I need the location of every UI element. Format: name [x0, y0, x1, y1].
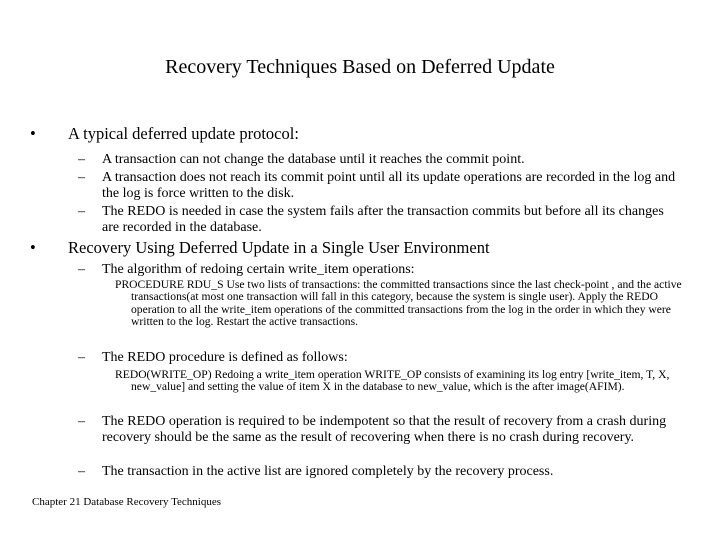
dash-marker: –: [78, 170, 85, 185]
procedure-redo: REDO(WRITE_OP) Redoing a write_item operation WRITE_OP consists of examining its log entry [write_item, T, X, new_value] and setting the value of item X in the database to new_value, which is the after image(AFIM).: [115, 368, 670, 394]
sub-item-text: The REDO procedure is defined as follows:: [102, 350, 348, 365]
dash-marker: –: [78, 262, 85, 277]
sub-item-text: The REDO operation is required to be indempotent so that the result of recovery from a crash during recovery should be the same as the result of recovering when there is no crash during recovery.: [102, 414, 667, 445]
dash-marker: –: [78, 414, 85, 429]
sub-item-text: The REDO is needed in case the system fails after the transaction commits but before all its changes are recorded in the database.: [102, 204, 664, 235]
bullet-marker: •: [30, 124, 36, 143]
bullet-text: A typical deferred update protocol:: [68, 124, 299, 143]
dash-marker: –: [78, 350, 85, 365]
dash-marker: –: [78, 204, 85, 219]
sub-item-text: A transaction can not change the database until it reaches the commit point.: [102, 152, 525, 167]
procedure-rdu-s: PROCEDURE RDU_S Use two lists of transactions: the committed transactions since the last check-point , and the active transactions(at most one transaction will fall in this category, because the system is single user). Apply the REDO operation to all the write_item operations of the committed transactions from the log in the order in which they were written to the log. Restart the active transactions.: [115, 278, 682, 329]
slide-title: Recovery Techniques Based on Deferred Update: [165, 56, 555, 78]
slide-footer: Chapter 21 Database Recovery Techniques: [32, 496, 222, 508]
sub-item-text: The algorithm of redoing certain write_item operations:: [102, 262, 415, 277]
dash-marker: –: [78, 152, 85, 167]
sub-item-text: The transaction in the active list are ignored completely by the recovery process.: [102, 464, 554, 479]
dash-marker: –: [78, 464, 85, 479]
bullet-text: Recovery Using Deferred Update in a Single User Environment: [68, 238, 490, 257]
sub-item-text: A transaction does not reach its commit point until all its update operations are recorded in the log and the log is force written to the disk.: [102, 170, 676, 201]
bullet-marker: •: [30, 238, 36, 257]
